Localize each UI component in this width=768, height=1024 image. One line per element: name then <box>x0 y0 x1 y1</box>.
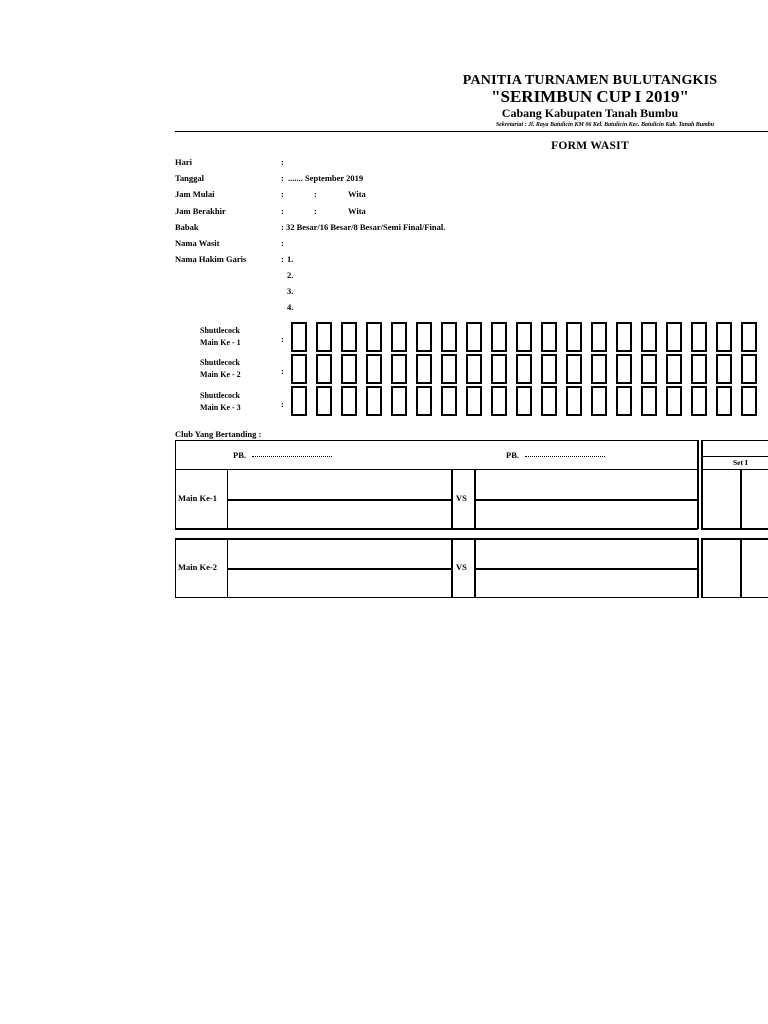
shuttlecock-box[interactable] <box>416 386 432 416</box>
jam-berakhir-label: Jam Berakhir <box>175 206 226 216</box>
shuttlecock-box[interactable] <box>416 322 432 352</box>
shuttlecock-box[interactable] <box>716 322 732 352</box>
shuttlecock-colon-1: : <box>281 334 284 344</box>
shuttlecock-box[interactable] <box>716 386 732 416</box>
set2-bottom-border <box>701 597 768 598</box>
shuttlecock-label-1-line2: Main Ke - 1 <box>200 338 241 347</box>
shuttlecock-box[interactable] <box>641 322 657 352</box>
shuttlecock-box[interactable] <box>341 322 357 352</box>
header-divider <box>175 131 768 132</box>
shuttlecock-box[interactable] <box>466 322 482 352</box>
shuttlecock-box[interactable] <box>666 354 682 384</box>
shuttlecock-box[interactable] <box>641 386 657 416</box>
shuttlecock-label-2-line2: Main Ke - 2 <box>200 370 241 379</box>
set-top-border <box>701 440 768 441</box>
shuttlecock-box[interactable] <box>491 354 507 384</box>
shuttlecock-label-2-line1: Shuttlecock <box>200 358 240 367</box>
secretariat-address: Sekretariat : Jl. Raya Batulicin KM 06 Kel. Batulicin Kec. Batulicin Kab. Tanah Bumbu <box>495 122 715 128</box>
hakim-number-2: 2. <box>287 270 294 280</box>
shuttlecock-label-2 <box>200 357 270 381</box>
jam-berakhir-colon: : <box>281 206 284 216</box>
match1-left-line <box>227 499 451 501</box>
form-title: FORM WASIT <box>551 140 629 152</box>
shuttlecock-box[interactable] <box>716 354 732 384</box>
shuttlecock-box[interactable] <box>391 386 407 416</box>
shuttlecock-box[interactable] <box>616 322 632 352</box>
shuttlecock-box[interactable] <box>741 386 757 416</box>
match1-vs: VS <box>456 493 467 503</box>
shuttlecock-box[interactable] <box>516 322 532 352</box>
pb-label-2 <box>506 450 605 460</box>
table2-bottom-border <box>175 597 698 598</box>
shuttlecock-box[interactable] <box>391 322 407 352</box>
match2-label: Main Ke-2 <box>178 562 217 572</box>
shuttlecock-box[interactable] <box>491 322 507 352</box>
shuttlecock-box[interactable] <box>466 386 482 416</box>
match2-vs-left <box>451 539 453 597</box>
hari-colon: : <box>281 157 284 167</box>
table-top-border <box>175 440 698 441</box>
set-label: Set I <box>733 458 748 467</box>
jam-mulai-wita: Wita <box>348 189 366 199</box>
shuttlecock-box[interactable] <box>441 322 457 352</box>
shuttlecock-box[interactable] <box>516 354 532 384</box>
tanggal-value: ....... September 2019 <box>288 173 364 183</box>
nama-hakim-label: Nama Hakim Garis <box>175 254 247 264</box>
shuttlecock-box[interactable] <box>591 354 607 384</box>
shuttlecock-box[interactable] <box>566 386 582 416</box>
shuttlecock-box[interactable] <box>316 354 332 384</box>
shuttlecock-label-1-line1: Shuttlecock <box>200 326 240 335</box>
shuttlecock-box[interactable] <box>366 386 382 416</box>
pb-1-text: PB. <box>233 450 246 460</box>
set2-col-divider <box>740 539 742 597</box>
shuttlecock-box[interactable] <box>741 354 757 384</box>
shuttlecock-box[interactable] <box>541 322 557 352</box>
nama-wasit-colon: : <box>281 238 284 248</box>
hakim-number-4: 4. <box>287 302 294 312</box>
shuttlecock-box[interactable] <box>591 386 607 416</box>
match1-right-line <box>476 499 698 501</box>
jam-berakhir-sep: : <box>314 206 317 216</box>
set-header-divider-1 <box>701 456 768 457</box>
shuttlecock-box[interactable] <box>691 354 707 384</box>
shuttlecock-box[interactable] <box>491 386 507 416</box>
shuttlecock-box[interactable] <box>291 386 307 416</box>
shuttlecock-box[interactable] <box>541 354 557 384</box>
hari-label: Hari <box>175 157 192 167</box>
match2-right-line <box>476 568 698 570</box>
set-col-divider <box>740 470 742 529</box>
shuttlecock-box[interactable] <box>366 354 382 384</box>
shuttlecock-box[interactable] <box>441 386 457 416</box>
committee-title: PANITIA TURNAMEN BULUTANGKIS <box>462 73 718 88</box>
set-header-divider-2 <box>701 469 768 470</box>
pb-label-1 <box>233 450 332 460</box>
table2-left-border <box>175 538 176 598</box>
match1-label: Main Ke-1 <box>178 493 217 503</box>
table2-top-border <box>175 538 698 540</box>
set-left-border <box>701 440 703 530</box>
shuttlecock-box[interactable] <box>591 322 607 352</box>
shuttlecock-box[interactable] <box>516 386 532 416</box>
shuttlecock-label-3-line2: Main Ke - 3 <box>200 403 241 412</box>
shuttlecock-label-3-line1: Shuttlecock <box>200 391 240 400</box>
shuttlecock-box[interactable] <box>566 322 582 352</box>
pb-2-text: PB. <box>506 450 519 460</box>
table-bottom-border <box>175 528 698 530</box>
shuttlecock-box[interactable] <box>291 354 307 384</box>
match2-left-line <box>227 568 451 570</box>
tournament-title: "SERIMBUN CUP I 2019" <box>491 87 689 106</box>
shuttlecock-label-3 <box>200 390 270 414</box>
hakim-number-1: 1. <box>287 254 294 264</box>
jam-mulai-sep: : <box>314 189 317 199</box>
shuttlecock-box[interactable] <box>341 386 357 416</box>
shuttlecock-box[interactable] <box>741 322 757 352</box>
shuttlecock-box[interactable] <box>366 322 382 352</box>
nama-hakim-colon: : <box>281 254 284 264</box>
tanggal-label: Tanggal <box>175 173 204 183</box>
hakim-number-3: 3. <box>287 286 294 296</box>
shuttlecock-box[interactable] <box>291 322 307 352</box>
shuttlecock-box[interactable] <box>316 322 332 352</box>
set2-left-border <box>701 538 703 598</box>
shuttlecock-box[interactable] <box>666 386 682 416</box>
shuttlecock-colon-3: : <box>281 399 284 409</box>
shuttlecock-box[interactable] <box>466 354 482 384</box>
shuttlecock-box[interactable] <box>616 354 632 384</box>
table-header-divider <box>175 469 698 470</box>
shuttlecock-box[interactable] <box>541 386 557 416</box>
shuttlecock-box[interactable] <box>666 322 682 352</box>
shuttlecock-box[interactable] <box>566 354 582 384</box>
shuttlecock-box[interactable] <box>441 354 457 384</box>
shuttlecock-box[interactable] <box>341 354 357 384</box>
shuttlecock-box[interactable] <box>391 354 407 384</box>
jam-berakhir-wita: Wita <box>348 206 366 216</box>
shuttlecock-box[interactable] <box>691 386 707 416</box>
club-label: Club Yang Bertanding : <box>175 429 262 439</box>
pb-1-dots <box>252 456 332 457</box>
shuttlecock-box[interactable] <box>691 322 707 352</box>
shuttlecock-box[interactable] <box>316 386 332 416</box>
pb-2-dots <box>525 456 605 457</box>
jam-mulai-colon: : <box>281 189 284 199</box>
nama-wasit-label: Nama Wasit <box>175 238 220 248</box>
branch-title: Cabang Kabupaten Tanah Bumbu <box>501 106 679 120</box>
match1-vs-left <box>451 470 453 528</box>
jam-mulai-label: Jam Mulai <box>175 189 215 199</box>
babak-value: : 32 Besar/16 Besar/8 Besar/Semi Final/Final. <box>281 222 446 232</box>
set-bottom-border <box>701 528 768 530</box>
shuttlecock-label-1 <box>200 325 270 349</box>
table-right-border <box>697 440 699 529</box>
tanggal-colon: : <box>281 173 284 183</box>
match2-vs: VS <box>456 562 467 572</box>
shuttlecock-colon-2: : <box>281 366 284 376</box>
babak-label: Babak <box>175 222 199 232</box>
shuttlecock-box[interactable] <box>416 354 432 384</box>
set2-top-border <box>701 538 768 540</box>
shuttlecock-box[interactable] <box>641 354 657 384</box>
shuttlecock-box[interactable] <box>616 386 632 416</box>
table-left-border <box>175 440 176 529</box>
